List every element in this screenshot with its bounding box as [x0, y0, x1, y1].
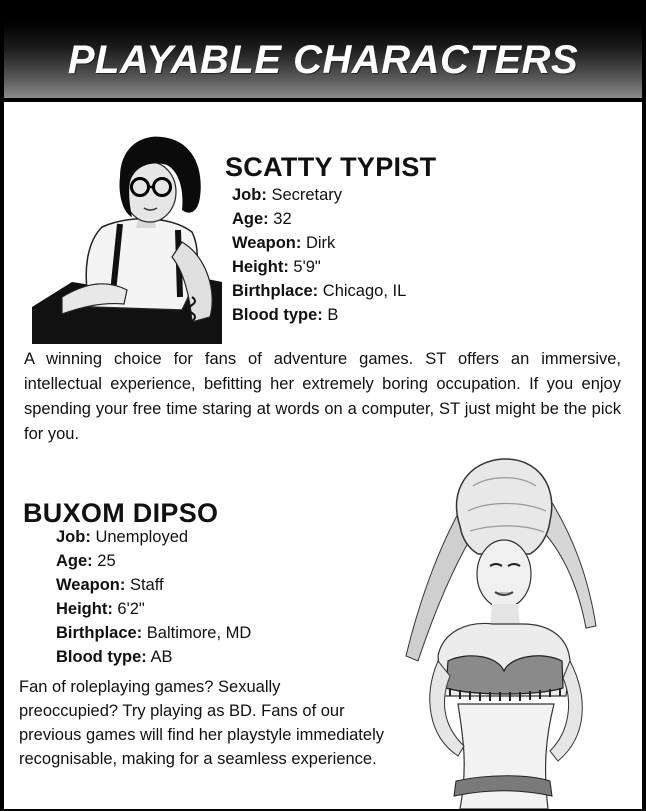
stat-blood-type: Blood type: B: [232, 306, 339, 324]
buxom-dipso-portrait: [398, 456, 600, 809]
stat-height: Height: 6'2": [56, 600, 145, 618]
stat-birthplace: Birthplace: Baltimore, MD: [56, 624, 252, 642]
stat-blood-type: Blood type: AB: [56, 648, 173, 666]
stat-height: Height: 5'9": [232, 258, 321, 276]
stat-job: Job: Unemployed: [56, 528, 189, 546]
title-banner: [4, 22, 642, 98]
character-description: A winning choice for fans of adventure games. ST offers an immersive, intellectual experience, befitting her extremely boring occupation. If you enjoy spending your free time staring at words on a computer, ST just might be the pick for you.: [24, 350, 621, 443]
stat-birthplace: Birthplace: Chicago, IL: [232, 282, 407, 300]
stat-job: Job: Secretary: [232, 186, 343, 204]
stat-weapon: Weapon: Staff: [56, 576, 164, 594]
character-stats: [232, 183, 406, 327]
page-title: PLAYABLE CHARACTERS: [67, 37, 579, 82]
scatty-typist-portrait: [32, 132, 222, 344]
character-name: BUXOM DIPSO: [23, 498, 219, 528]
character-stats: [56, 525, 251, 669]
character-description: Fan of roleplaying games? Sexually preoccupied? Try playing as BD. Fans of our previous games will find her playstyle immediately recognisable, making for a seamless experience.: [19, 678, 384, 768]
content-panel: [4, 102, 642, 809]
character-name: SCATTY TYPIST: [225, 152, 437, 182]
stat-age: Age: 25: [56, 552, 116, 570]
stat-age: Age: 32: [232, 210, 292, 228]
stat-weapon: Weapon: Dirk: [232, 234, 336, 252]
